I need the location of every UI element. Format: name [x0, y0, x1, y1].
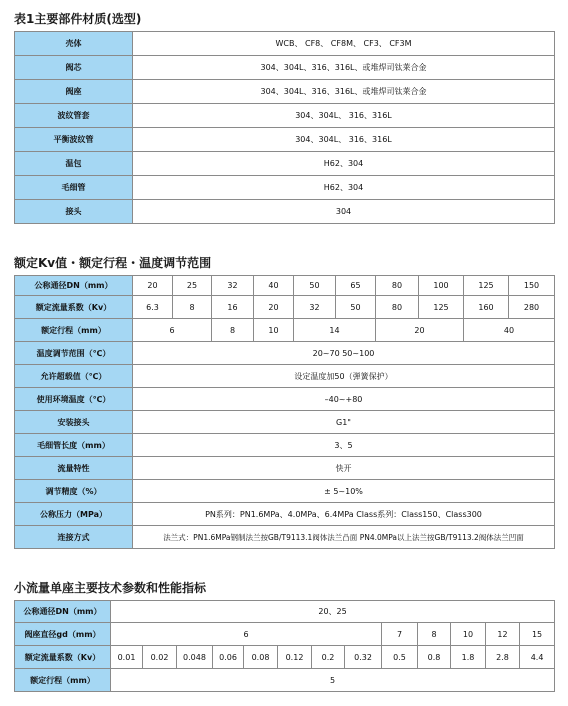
table-row [15, 526, 555, 549]
stroke-cell: 6 [133, 319, 212, 342]
table1-title: 表1主要部件材质(选型) [14, 12, 142, 26]
kv-cell: 0.01 [111, 646, 143, 669]
table-row [15, 365, 555, 388]
kv-stroke-table [14, 275, 555, 549]
row-value: 304 [133, 200, 555, 224]
kv-cell: 0.02 [143, 646, 177, 669]
seat-cell: 7 [382, 623, 418, 646]
row-label: 连接方式 [15, 526, 133, 549]
row-label: 毛细管 [15, 176, 133, 200]
table-row [15, 276, 555, 296]
seat-cell: 6 [111, 623, 382, 646]
dn-cell: 150 [509, 276, 555, 296]
kv-cell: 0.12 [278, 646, 312, 669]
row-value: 304、304L、 316、316L [133, 104, 555, 128]
row-label: 阀座 [15, 80, 133, 104]
seat-cell: 8 [418, 623, 451, 646]
row-label: 公称压力（MPa） [15, 503, 133, 526]
row-value: 304、304L、 316、316L [133, 128, 555, 152]
kv-cell: 50 [336, 296, 376, 319]
table-row [15, 176, 555, 200]
row-value: 304、304L、316、316L、或堆焊司钛莱合金 [133, 56, 555, 80]
row-label: 温包 [15, 152, 133, 176]
table-row [15, 601, 555, 623]
row-label: 安装接头 [15, 411, 133, 434]
row-value: 304、304L、316、316L、或堆焊司钛莱合金 [133, 80, 555, 104]
row-label: 额定行程（mm） [15, 669, 111, 692]
row-value: –40~+80 [133, 388, 555, 411]
row-label: 壳体 [15, 32, 133, 56]
table-row [15, 503, 555, 526]
row-value: H62、304 [133, 152, 555, 176]
stroke-cell: 8 [212, 319, 254, 342]
kv-cell: 0.5 [382, 646, 418, 669]
row-value: 20、25 [111, 601, 555, 623]
kv-cell: 2.8 [486, 646, 520, 669]
seat-cell: 10 [451, 623, 486, 646]
dn-cell: 40 [254, 276, 294, 296]
row-label: 接头 [15, 200, 133, 224]
table3-title: 小流量单座主要技术参数和性能指标 [14, 581, 207, 595]
dn-cell: 80 [376, 276, 419, 296]
stroke-cell: 20 [376, 319, 464, 342]
small-flow-table [14, 600, 555, 692]
row-value: PN系列：PN1.6MPa、4.0MPa、6.4MPa Class系列：Class150、Class300 [133, 503, 555, 526]
kv-cell: 0.048 [177, 646, 213, 669]
dn-cell: 65 [336, 276, 376, 296]
dn-cell: 125 [464, 276, 509, 296]
seat-cell: 12 [486, 623, 520, 646]
kv-cell: 0.2 [312, 646, 345, 669]
table-row [15, 623, 555, 646]
row-value: 设定温度加50（弹簧保护） [133, 365, 555, 388]
kv-cell: 125 [419, 296, 464, 319]
table-row [15, 457, 555, 480]
table-row [15, 388, 555, 411]
stroke-cell: 14 [294, 319, 376, 342]
kv-cell: 4.4 [520, 646, 555, 669]
table-row [15, 32, 555, 56]
seat-cell: 15 [520, 623, 555, 646]
row-label: 波纹管套 [15, 104, 133, 128]
kv-cell: 160 [464, 296, 509, 319]
kv-cell: 32 [294, 296, 336, 319]
row-label: 温度调节范围（℃） [15, 342, 133, 365]
table-row [15, 319, 555, 342]
row-label: 额定行程（mm） [15, 319, 133, 342]
dn-cell: 25 [173, 276, 212, 296]
kv-cell: 0.8 [418, 646, 451, 669]
row-value: 快开 [133, 457, 555, 480]
table-row [15, 342, 555, 365]
kv-cell: 280 [509, 296, 555, 319]
dn-cell: 20 [133, 276, 173, 296]
table-row [15, 152, 555, 176]
kv-cell: 0.08 [244, 646, 278, 669]
row-label: 阀座直径gd（mm） [15, 623, 111, 646]
row-label: 流量特性 [15, 457, 133, 480]
row-value: 法兰式：PN1.6MPa钢制法兰按GB/T9113.1阀体法兰凸面 PN4.0MPa以上法兰按GB/T9113.2阀体法兰凹面 [133, 526, 555, 549]
row-value: 3、5 [133, 434, 555, 457]
row-value: G1" [133, 411, 555, 434]
kv-cell: 0.32 [345, 646, 382, 669]
row-label: 公称通径DN（mm） [15, 276, 133, 296]
row-label: 允许超载值（℃） [15, 365, 133, 388]
table2-title: 额定Kv值・额定行程・温度调节范围 [14, 256, 212, 270]
stroke-cell: 40 [464, 319, 555, 342]
row-value: WCB、 CF8、 CF8M、 CF3、 CF3M [133, 32, 555, 56]
row-label: 公称通径DN（mm） [15, 601, 111, 623]
kv-cell: 1.8 [451, 646, 486, 669]
stroke-cell: 10 [254, 319, 294, 342]
row-value: ± 5~10% [133, 480, 555, 503]
dn-cell: 32 [212, 276, 254, 296]
materials-table [14, 31, 555, 224]
kv-cell: 20 [254, 296, 294, 319]
row-label: 额定流量系数（Kv） [15, 296, 133, 319]
table-row [15, 200, 555, 224]
kv-cell: 8 [173, 296, 212, 319]
dn-cell: 50 [294, 276, 336, 296]
kv-cell: 80 [376, 296, 419, 319]
table-row [15, 646, 555, 669]
table-row [15, 669, 555, 692]
kv-cell: 6.3 [133, 296, 173, 319]
row-value: H62、304 [133, 176, 555, 200]
table-row [15, 296, 555, 319]
row-label: 使用环境温度（℃） [15, 388, 133, 411]
dn-cell: 100 [419, 276, 464, 296]
table-row [15, 480, 555, 503]
table-row [15, 80, 555, 104]
row-label: 平衡波纹管 [15, 128, 133, 152]
table-row [15, 434, 555, 457]
row-value: 20~70 50~100 [133, 342, 555, 365]
row-label: 阀芯 [15, 56, 133, 80]
table-row [15, 56, 555, 80]
kv-cell: 0.06 [213, 646, 244, 669]
kv-cell: 16 [212, 296, 254, 319]
table-row [15, 128, 555, 152]
table-row [15, 104, 555, 128]
table-row [15, 411, 555, 434]
row-label: 额定流量系数（Kv） [15, 646, 111, 669]
row-label: 毛细管长度（mm） [15, 434, 133, 457]
row-label: 调节精度（%） [15, 480, 133, 503]
row-value: 5 [111, 669, 555, 692]
